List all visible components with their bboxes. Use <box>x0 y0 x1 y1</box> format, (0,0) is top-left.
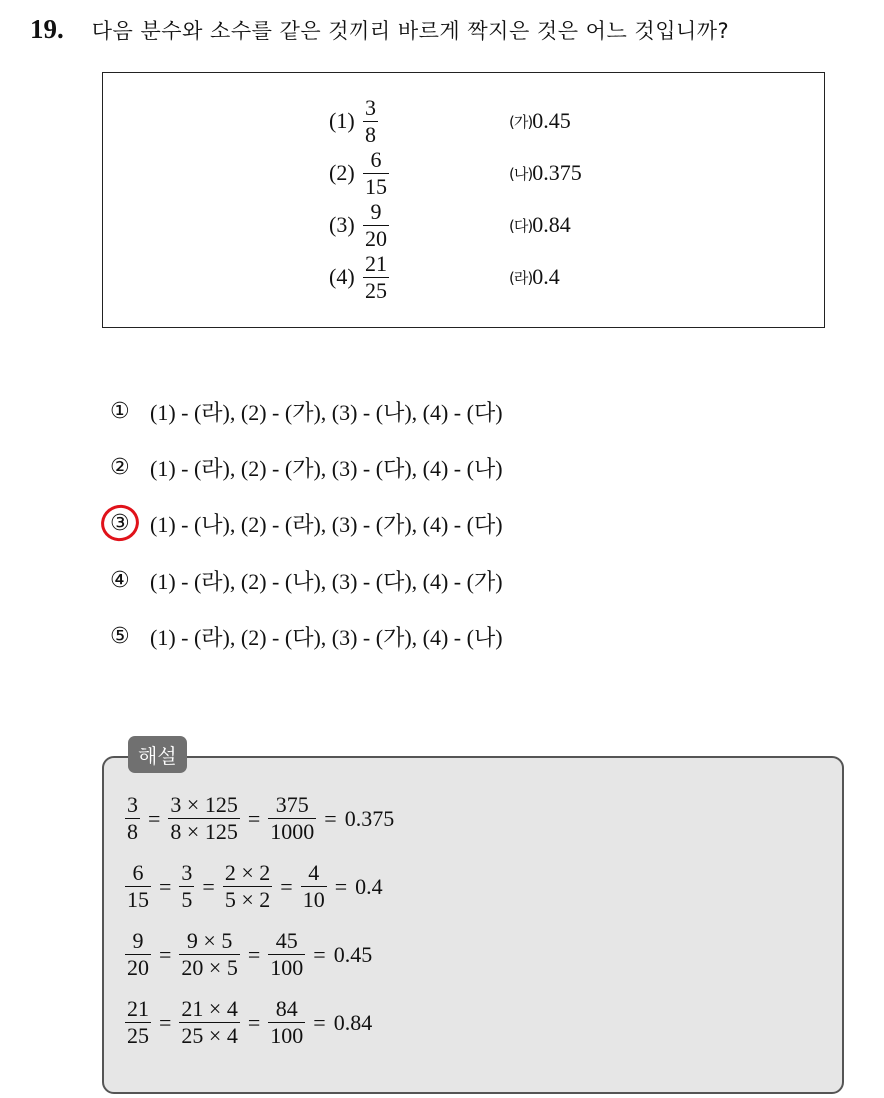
pair-fraction <box>363 146 389 199</box>
equals-sign: = <box>159 873 172 899</box>
fraction-denominator: 8 <box>365 121 376 147</box>
fraction-numerator: 45 <box>275 928 298 953</box>
pair-decimal <box>509 212 571 238</box>
pair-decimal <box>509 264 560 290</box>
choice-number: ① <box>110 398 130 424</box>
fraction-numerator: 21 × 4 <box>181 996 238 1021</box>
eq-fraction <box>268 794 316 843</box>
fraction-denominator: 20 × 5 <box>181 955 238 980</box>
choice-number: ④ <box>110 567 130 593</box>
choice-number-text: ③ <box>110 510 130 536</box>
decimal-value: 0.4 <box>532 264 560 289</box>
fraction-numerator: 4 <box>308 860 320 885</box>
pair-fraction <box>363 250 389 303</box>
choice-number: ⑤ <box>110 623 130 649</box>
equals-sign: = <box>247 941 261 967</box>
fraction-denominator: 15 <box>127 887 149 912</box>
pair-fraction <box>363 198 389 251</box>
decimal-mark: (가) <box>509 112 533 131</box>
fraction-numerator: 21 <box>127 996 149 1021</box>
choice-option-4[interactable] <box>110 565 503 595</box>
eq-fraction <box>168 794 239 843</box>
pair-row <box>329 147 769 199</box>
fraction-numerator: 3 <box>127 792 138 817</box>
eq-fraction <box>179 998 239 1047</box>
pair-row <box>329 251 769 303</box>
fraction-numerator: 3 <box>365 94 376 120</box>
choice-text: (1) - (나), (2) - (라), (3) - (가), (4) - (다) <box>150 511 503 537</box>
solution-equation <box>125 794 394 843</box>
fraction-denominator: 15 <box>365 173 387 199</box>
fraction-denominator: 100 <box>270 1023 304 1048</box>
fraction-numerator: 3 <box>181 860 193 885</box>
fraction-denominator: 10 <box>302 887 325 912</box>
choice-number <box>110 511 150 536</box>
choice-text: (1) - (라), (2) - (가), (3) - (다), (4) - (나) <box>150 455 503 481</box>
eq-fraction <box>268 998 305 1047</box>
question-text: 다음 분수와 소수를 같은 것끼리 바르게 짝지은 것은 어느 것입니까? <box>91 19 730 43</box>
choice-text: (1) - (라), (2) - (가), (3) - (나), (4) - (다) <box>150 399 503 425</box>
decimal-value: 0.375 <box>532 160 582 185</box>
eq-result: 0.45 <box>333 941 373 967</box>
equals-sign: = <box>202 873 215 899</box>
equals-sign: = <box>313 941 326 967</box>
fraction-numerator: 6 <box>132 860 144 885</box>
fraction-denominator: 5 × 2 <box>224 887 271 912</box>
choice-text: (1) - (라), (2) - (나), (3) - (다), (4) - (가) <box>150 568 503 594</box>
equals-sign: = <box>313 1009 326 1035</box>
pair-label: (2) <box>329 160 355 185</box>
equals-sign: = <box>334 873 348 899</box>
solution-equation <box>125 930 372 979</box>
decimal-mark: (라) <box>509 268 533 287</box>
eq-result: 0.84 <box>333 1009 373 1035</box>
decimal-mark: (나) <box>509 164 533 183</box>
choice-option-3[interactable] <box>110 508 503 538</box>
question-header <box>30 14 729 45</box>
pair-label: (3) <box>329 212 355 237</box>
equals-sign: = <box>159 941 172 967</box>
fraction-denominator: 8 × 125 <box>170 819 238 844</box>
fraction-denominator: 1000 <box>270 819 315 844</box>
equals-sign: = <box>148 805 161 831</box>
eq-fraction <box>125 794 140 843</box>
decimal-mark: (다) <box>509 216 533 235</box>
eq-fraction <box>179 930 239 979</box>
eq-fraction <box>179 862 194 911</box>
fraction-denominator: 25 <box>365 277 387 303</box>
fraction-numerator: 9 <box>370 198 382 224</box>
fraction-denominator: 20 <box>127 955 149 980</box>
fraction-denominator: 8 <box>127 819 138 844</box>
fraction-denominator: 100 <box>270 955 304 980</box>
decimal-value: 0.45 <box>532 108 571 133</box>
pair-decimal <box>509 108 571 134</box>
pair-row <box>329 95 769 147</box>
fraction-denominator: 20 <box>365 225 387 251</box>
fraction-denominator: 25 × 4 <box>181 1023 238 1048</box>
fraction-numerator: 9 <box>132 928 144 953</box>
fraction-numerator: 375 <box>275 792 309 817</box>
fraction-numerator: 6 <box>370 146 382 172</box>
fraction-numerator: 2 × 2 <box>224 860 271 885</box>
equals-sign: = <box>247 805 261 831</box>
pair-decimal <box>509 160 582 186</box>
answer-circle-mark <box>96 500 143 546</box>
equals-sign: = <box>324 805 337 831</box>
pair-row <box>329 199 769 251</box>
pair-fraction <box>363 94 378 147</box>
pair-label: (4) <box>329 264 355 289</box>
fraction-denominator: 5 <box>181 887 193 912</box>
choice-option-2[interactable] <box>110 452 503 482</box>
eq-fraction <box>125 930 151 979</box>
equals-sign: = <box>247 1009 261 1035</box>
choice-number: ② <box>110 454 130 480</box>
matching-box <box>102 72 825 328</box>
eq-fraction <box>125 998 151 1047</box>
decimal-value: 0.84 <box>532 212 571 237</box>
eq-fraction <box>223 862 272 911</box>
pair-label: (1) <box>329 108 355 133</box>
eq-fraction <box>301 862 327 911</box>
equals-sign: = <box>280 873 293 899</box>
fraction-numerator: 21 <box>365 250 387 276</box>
choice-text: (1) - (라), (2) - (다), (3) - (가), (4) - (나) <box>150 624 503 650</box>
fraction-numerator: 3 × 125 <box>170 792 238 817</box>
fraction-numerator: 9 × 5 <box>186 928 233 953</box>
eq-fraction <box>125 862 151 911</box>
fraction-numerator: 84 <box>275 996 298 1021</box>
equals-sign: = <box>159 1009 172 1035</box>
eq-result: 0.375 <box>344 805 395 831</box>
eq-fraction <box>268 930 305 979</box>
fraction-denominator: 25 <box>127 1023 149 1048</box>
solution-equation <box>125 998 372 1047</box>
solution-equation <box>125 862 383 911</box>
solution-tag: 해설 <box>128 736 187 773</box>
question-number: 19. <box>30 14 64 44</box>
eq-result: 0.4 <box>355 873 383 899</box>
choice-option-1[interactable] <box>110 396 503 426</box>
choice-option-5[interactable] <box>110 621 503 651</box>
